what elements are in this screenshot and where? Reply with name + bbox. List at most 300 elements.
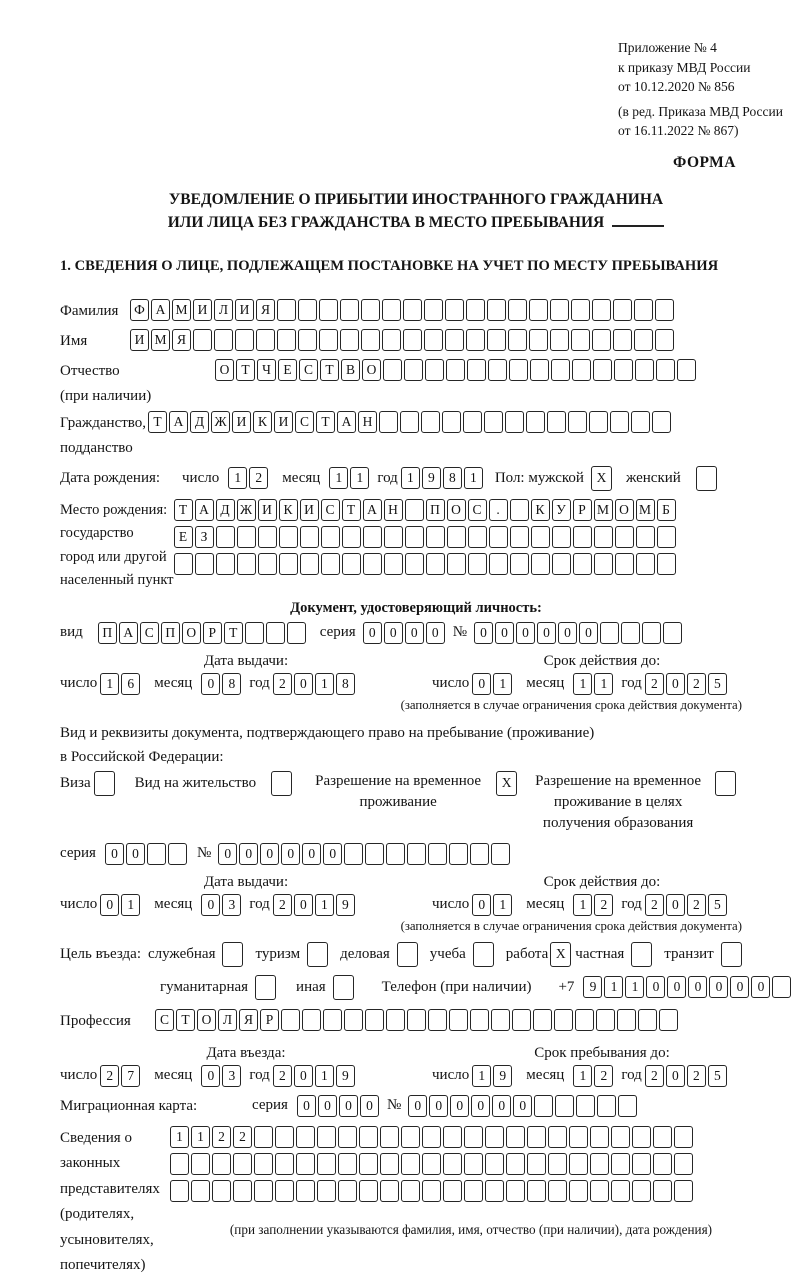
- char-cell[interactable]: [468, 526, 487, 548]
- char-cell[interactable]: [600, 622, 619, 644]
- char-cell[interactable]: [216, 553, 235, 575]
- char-cell[interactable]: [296, 1153, 315, 1175]
- char-cell[interactable]: 1: [493, 673, 512, 695]
- char-cell[interactable]: [359, 1180, 378, 1202]
- char-cell[interactable]: 1: [100, 673, 119, 695]
- char-cell[interactable]: 0: [360, 1095, 379, 1117]
- char-cell[interactable]: [590, 1153, 609, 1175]
- char-cell[interactable]: Л: [214, 299, 233, 321]
- char-cell[interactable]: [342, 553, 361, 575]
- char-cell[interactable]: 0: [426, 622, 445, 644]
- char-cell[interactable]: [655, 299, 674, 321]
- char-cell[interactable]: [382, 299, 401, 321]
- char-cell[interactable]: 9: [336, 1065, 355, 1087]
- char-cell[interactable]: [170, 1180, 189, 1202]
- checkbox-cell[interactable]: [255, 975, 276, 1000]
- char-cell[interactable]: [555, 1095, 574, 1117]
- char-cell[interactable]: Д: [190, 411, 209, 433]
- char-cell[interactable]: [256, 329, 275, 351]
- char-cell[interactable]: [505, 411, 524, 433]
- char-cell[interactable]: [550, 299, 569, 321]
- char-cell[interactable]: [382, 329, 401, 351]
- char-cell[interactable]: [443, 1153, 462, 1175]
- char-cell[interactable]: 0: [218, 843, 237, 865]
- char-cell[interactable]: [383, 359, 402, 381]
- char-cell[interactable]: С: [321, 499, 340, 521]
- char-cell[interactable]: [653, 1126, 672, 1148]
- char-cell[interactable]: 0: [474, 622, 493, 644]
- char-cell[interactable]: З: [195, 526, 214, 548]
- char-cell[interactable]: [593, 359, 612, 381]
- char-cell[interactable]: [548, 1126, 567, 1148]
- char-cell[interactable]: [277, 299, 296, 321]
- char-cell[interactable]: 0: [429, 1095, 448, 1117]
- char-cell[interactable]: [363, 526, 382, 548]
- char-cell[interactable]: 1: [315, 673, 334, 695]
- char-cell[interactable]: [508, 329, 527, 351]
- char-cell[interactable]: [653, 1153, 672, 1175]
- char-cell[interactable]: [554, 1009, 573, 1031]
- char-cell[interactable]: [195, 553, 214, 575]
- char-cell[interactable]: 7: [121, 1065, 140, 1087]
- char-cell[interactable]: Ж: [211, 411, 230, 433]
- char-cell[interactable]: [611, 1153, 630, 1175]
- char-cell[interactable]: [365, 1009, 384, 1031]
- char-cell[interactable]: 1: [401, 467, 420, 489]
- char-cell[interactable]: 1: [472, 1065, 491, 1087]
- char-cell[interactable]: [426, 526, 445, 548]
- char-cell[interactable]: Л: [218, 1009, 237, 1031]
- char-cell[interactable]: 0: [471, 1095, 490, 1117]
- char-cell[interactable]: С: [295, 411, 314, 433]
- char-cell[interactable]: [254, 1180, 273, 1202]
- checkbox-cell[interactable]: [631, 942, 652, 967]
- char-cell[interactable]: [573, 526, 592, 548]
- char-cell[interactable]: 2: [233, 1126, 252, 1148]
- char-cell[interactable]: [506, 1180, 525, 1202]
- char-cell[interactable]: [592, 329, 611, 351]
- char-cell[interactable]: Р: [573, 499, 592, 521]
- char-cell[interactable]: [548, 1153, 567, 1175]
- char-cell[interactable]: П: [426, 499, 445, 521]
- char-cell[interactable]: [569, 1153, 588, 1175]
- char-cell[interactable]: [632, 1153, 651, 1175]
- char-cell[interactable]: [365, 843, 384, 865]
- char-cell[interactable]: Я: [172, 329, 191, 351]
- char-cell[interactable]: .: [489, 499, 508, 521]
- char-cell[interactable]: 1: [573, 894, 592, 916]
- char-cell[interactable]: [638, 1009, 657, 1031]
- char-cell[interactable]: [464, 1126, 483, 1148]
- char-cell[interactable]: [610, 411, 629, 433]
- char-cell[interactable]: [652, 411, 671, 433]
- char-cell[interactable]: [300, 553, 319, 575]
- char-cell[interactable]: [403, 299, 422, 321]
- char-cell[interactable]: П: [161, 622, 180, 644]
- char-cell[interactable]: [380, 1180, 399, 1202]
- char-cell[interactable]: 2: [645, 894, 664, 916]
- char-cell[interactable]: [254, 1153, 273, 1175]
- char-cell[interactable]: [422, 1126, 441, 1148]
- char-cell[interactable]: [551, 359, 570, 381]
- checkbox-cell[interactable]: [696, 466, 717, 491]
- char-cell[interactable]: [590, 1126, 609, 1148]
- char-cell[interactable]: [573, 553, 592, 575]
- char-cell[interactable]: [468, 553, 487, 575]
- char-cell[interactable]: 0: [667, 976, 686, 998]
- char-cell[interactable]: [380, 1126, 399, 1148]
- char-cell[interactable]: 1: [594, 673, 613, 695]
- char-cell[interactable]: [632, 1180, 651, 1202]
- char-cell[interactable]: [642, 622, 661, 644]
- char-cell[interactable]: [611, 1126, 630, 1148]
- char-cell[interactable]: [772, 976, 791, 998]
- char-cell[interactable]: Т: [342, 499, 361, 521]
- char-cell[interactable]: 0: [730, 976, 749, 998]
- char-cell[interactable]: [254, 1126, 273, 1148]
- char-cell[interactable]: А: [337, 411, 356, 433]
- char-cell[interactable]: Т: [316, 411, 335, 433]
- char-cell[interactable]: А: [151, 299, 170, 321]
- char-cell[interactable]: [485, 1180, 504, 1202]
- char-cell[interactable]: [359, 1126, 378, 1148]
- char-cell[interactable]: [340, 299, 359, 321]
- char-cell[interactable]: [443, 1126, 462, 1148]
- char-cell[interactable]: [170, 1153, 189, 1175]
- char-cell[interactable]: 0: [302, 843, 321, 865]
- char-cell[interactable]: [631, 411, 650, 433]
- char-cell[interactable]: 1: [329, 467, 348, 489]
- checkbox-cell[interactable]: [333, 975, 354, 1000]
- char-cell[interactable]: 0: [646, 976, 665, 998]
- char-cell[interactable]: А: [363, 499, 382, 521]
- char-cell[interactable]: 6: [121, 673, 140, 695]
- char-cell[interactable]: [342, 526, 361, 548]
- char-cell[interactable]: [592, 299, 611, 321]
- char-cell[interactable]: И: [300, 499, 319, 521]
- char-cell[interactable]: У: [552, 499, 571, 521]
- char-cell[interactable]: [216, 526, 235, 548]
- char-cell[interactable]: [407, 1009, 426, 1031]
- char-cell[interactable]: 8: [336, 673, 355, 695]
- char-cell[interactable]: [445, 299, 464, 321]
- char-cell[interactable]: 1: [573, 1065, 592, 1087]
- char-cell[interactable]: [491, 1009, 510, 1031]
- char-cell[interactable]: 2: [645, 673, 664, 695]
- char-cell[interactable]: [400, 411, 419, 433]
- char-cell[interactable]: [657, 553, 676, 575]
- char-cell[interactable]: 2: [594, 894, 613, 916]
- char-cell[interactable]: [212, 1153, 231, 1175]
- char-cell[interactable]: [447, 526, 466, 548]
- char-cell[interactable]: [323, 1009, 342, 1031]
- char-cell[interactable]: [464, 1153, 483, 1175]
- checkbox-cell[interactable]: [721, 942, 742, 967]
- char-cell[interactable]: 8: [222, 673, 241, 695]
- char-cell[interactable]: [317, 1180, 336, 1202]
- char-cell[interactable]: [569, 1126, 588, 1148]
- char-cell[interactable]: [636, 526, 655, 548]
- char-cell[interactable]: [529, 329, 548, 351]
- char-cell[interactable]: [530, 359, 549, 381]
- char-cell[interactable]: [237, 553, 256, 575]
- char-cell[interactable]: [386, 1009, 405, 1031]
- char-cell[interactable]: [615, 553, 634, 575]
- char-cell[interactable]: [319, 299, 338, 321]
- char-cell[interactable]: 0: [100, 894, 119, 916]
- char-cell[interactable]: Р: [260, 1009, 279, 1031]
- char-cell[interactable]: [467, 359, 486, 381]
- char-cell[interactable]: Ж: [237, 499, 256, 521]
- char-cell[interactable]: 0: [472, 673, 491, 695]
- char-cell[interactable]: 2: [273, 894, 292, 916]
- char-cell[interactable]: М: [151, 329, 170, 351]
- char-cell[interactable]: [317, 1153, 336, 1175]
- char-cell[interactable]: [361, 329, 380, 351]
- char-cell[interactable]: 0: [666, 1065, 685, 1087]
- char-cell[interactable]: [510, 553, 529, 575]
- char-cell[interactable]: Т: [174, 499, 193, 521]
- char-cell[interactable]: [487, 329, 506, 351]
- char-cell[interactable]: [168, 843, 187, 865]
- char-cell[interactable]: [548, 1180, 567, 1202]
- char-cell[interactable]: В: [341, 359, 360, 381]
- char-cell[interactable]: И: [232, 411, 251, 433]
- char-cell[interactable]: [568, 411, 587, 433]
- char-cell[interactable]: [403, 329, 422, 351]
- char-cell[interactable]: Е: [174, 526, 193, 548]
- char-cell[interactable]: 9: [422, 467, 441, 489]
- char-cell[interactable]: [634, 329, 653, 351]
- char-cell[interactable]: Т: [320, 359, 339, 381]
- char-cell[interactable]: [491, 843, 510, 865]
- char-cell[interactable]: 2: [687, 673, 706, 695]
- char-cell[interactable]: [300, 526, 319, 548]
- char-cell[interactable]: 1: [493, 894, 512, 916]
- char-cell[interactable]: 1: [464, 467, 483, 489]
- char-cell[interactable]: [590, 1180, 609, 1202]
- char-cell[interactable]: [212, 1180, 231, 1202]
- char-cell[interactable]: 2: [273, 1065, 292, 1087]
- char-cell[interactable]: [363, 553, 382, 575]
- char-cell[interactable]: 2: [273, 673, 292, 695]
- char-cell[interactable]: [653, 1180, 672, 1202]
- char-cell[interactable]: [245, 622, 264, 644]
- char-cell[interactable]: [510, 526, 529, 548]
- char-cell[interactable]: [359, 1153, 378, 1175]
- char-cell[interactable]: О: [197, 1009, 216, 1031]
- char-cell[interactable]: 1: [121, 894, 140, 916]
- char-cell[interactable]: [344, 1009, 363, 1031]
- char-cell[interactable]: [615, 526, 634, 548]
- char-cell[interactable]: [321, 526, 340, 548]
- char-cell[interactable]: [533, 1009, 552, 1031]
- char-cell[interactable]: 0: [281, 843, 300, 865]
- char-cell[interactable]: С: [299, 359, 318, 381]
- char-cell[interactable]: [449, 843, 468, 865]
- char-cell[interactable]: [529, 299, 548, 321]
- char-cell[interactable]: [401, 1126, 420, 1148]
- checkbox-cell[interactable]: [94, 771, 115, 796]
- char-cell[interactable]: 0: [751, 976, 770, 998]
- char-cell[interactable]: [443, 1180, 462, 1202]
- char-cell[interactable]: [470, 843, 489, 865]
- char-cell[interactable]: 0: [294, 894, 313, 916]
- char-cell[interactable]: [279, 553, 298, 575]
- char-cell[interactable]: 2: [100, 1065, 119, 1087]
- char-cell[interactable]: С: [140, 622, 159, 644]
- checkbox-cell[interactable]: X: [496, 771, 517, 796]
- char-cell[interactable]: [275, 1126, 294, 1148]
- char-cell[interactable]: 3: [222, 894, 241, 916]
- char-cell[interactable]: 0: [105, 843, 124, 865]
- char-cell[interactable]: [489, 553, 508, 575]
- char-cell[interactable]: [659, 1009, 678, 1031]
- char-cell[interactable]: О: [182, 622, 201, 644]
- checkbox-cell[interactable]: [397, 942, 418, 967]
- char-cell[interactable]: 9: [583, 976, 602, 998]
- char-cell[interactable]: 0: [339, 1095, 358, 1117]
- char-cell[interactable]: [674, 1180, 693, 1202]
- char-cell[interactable]: [193, 329, 212, 351]
- char-cell[interactable]: 0: [363, 622, 382, 644]
- char-cell[interactable]: [344, 843, 363, 865]
- char-cell[interactable]: [421, 411, 440, 433]
- char-cell[interactable]: 1: [625, 976, 644, 998]
- char-cell[interactable]: 1: [573, 673, 592, 695]
- checkbox-cell[interactable]: [307, 942, 328, 967]
- char-cell[interactable]: [266, 622, 285, 644]
- checkbox-cell[interactable]: X: [591, 466, 612, 491]
- char-cell[interactable]: 0: [666, 673, 685, 695]
- char-cell[interactable]: Н: [358, 411, 377, 433]
- char-cell[interactable]: Я: [239, 1009, 258, 1031]
- char-cell[interactable]: [663, 622, 682, 644]
- char-cell[interactable]: [632, 1126, 651, 1148]
- char-cell[interactable]: И: [258, 499, 277, 521]
- char-cell[interactable]: А: [195, 499, 214, 521]
- char-cell[interactable]: [571, 329, 590, 351]
- char-cell[interactable]: [464, 1180, 483, 1202]
- char-cell[interactable]: [317, 1126, 336, 1148]
- char-cell[interactable]: Н: [384, 499, 403, 521]
- char-cell[interactable]: [379, 411, 398, 433]
- char-cell[interactable]: [466, 299, 485, 321]
- char-cell[interactable]: [489, 526, 508, 548]
- char-cell[interactable]: [656, 359, 675, 381]
- char-cell[interactable]: 0: [201, 673, 220, 695]
- char-cell[interactable]: [531, 553, 550, 575]
- char-cell[interactable]: [338, 1180, 357, 1202]
- char-cell[interactable]: [509, 359, 528, 381]
- char-cell[interactable]: [527, 1126, 546, 1148]
- char-cell[interactable]: [677, 359, 696, 381]
- char-cell[interactable]: [338, 1153, 357, 1175]
- char-cell[interactable]: Я: [256, 299, 275, 321]
- char-cell[interactable]: [531, 526, 550, 548]
- char-cell[interactable]: [552, 553, 571, 575]
- char-cell[interactable]: 0: [492, 1095, 511, 1117]
- char-cell[interactable]: 8: [443, 467, 462, 489]
- char-cell[interactable]: 0: [558, 622, 577, 644]
- char-cell[interactable]: М: [594, 499, 613, 521]
- char-cell[interactable]: [576, 1095, 595, 1117]
- char-cell[interactable]: [657, 526, 676, 548]
- char-cell[interactable]: И: [193, 299, 212, 321]
- char-cell[interactable]: 0: [318, 1095, 337, 1117]
- char-cell[interactable]: [424, 299, 443, 321]
- char-cell[interactable]: 0: [666, 894, 685, 916]
- char-cell[interactable]: [575, 1009, 594, 1031]
- checkbox-cell[interactable]: [271, 771, 292, 796]
- char-cell[interactable]: 0: [297, 1095, 316, 1117]
- char-cell[interactable]: [636, 553, 655, 575]
- char-cell[interactable]: 1: [191, 1126, 210, 1148]
- char-cell[interactable]: [508, 299, 527, 321]
- char-cell[interactable]: 1: [315, 1065, 334, 1087]
- char-cell[interactable]: [611, 1180, 630, 1202]
- char-cell[interactable]: Д: [216, 499, 235, 521]
- char-cell[interactable]: [613, 329, 632, 351]
- char-cell[interactable]: 2: [687, 1065, 706, 1087]
- char-cell[interactable]: [655, 329, 674, 351]
- char-cell[interactable]: О: [362, 359, 381, 381]
- char-cell[interactable]: [426, 553, 445, 575]
- char-cell[interactable]: Т: [224, 622, 243, 644]
- char-cell[interactable]: С: [468, 499, 487, 521]
- char-cell[interactable]: [485, 1153, 504, 1175]
- char-cell[interactable]: [488, 359, 507, 381]
- char-cell[interactable]: 0: [239, 843, 258, 865]
- char-cell[interactable]: [361, 299, 380, 321]
- char-cell[interactable]: Ч: [257, 359, 276, 381]
- char-cell[interactable]: [550, 329, 569, 351]
- char-cell[interactable]: Т: [236, 359, 255, 381]
- char-cell[interactable]: [527, 1153, 546, 1175]
- char-cell[interactable]: Б: [657, 499, 676, 521]
- char-cell[interactable]: [428, 1009, 447, 1031]
- char-cell[interactable]: [527, 1180, 546, 1202]
- char-cell[interactable]: [405, 553, 424, 575]
- char-cell[interactable]: [275, 1180, 294, 1202]
- char-cell[interactable]: 0: [579, 622, 598, 644]
- char-cell[interactable]: [445, 329, 464, 351]
- char-cell[interactable]: [191, 1153, 210, 1175]
- char-cell[interactable]: 0: [537, 622, 556, 644]
- char-cell[interactable]: 0: [688, 976, 707, 998]
- char-cell[interactable]: [321, 553, 340, 575]
- char-cell[interactable]: 1: [604, 976, 623, 998]
- char-cell[interactable]: [424, 329, 443, 351]
- char-cell[interactable]: [442, 411, 461, 433]
- char-cell[interactable]: [547, 411, 566, 433]
- char-cell[interactable]: [613, 299, 632, 321]
- char-cell[interactable]: [526, 411, 545, 433]
- char-cell[interactable]: [571, 299, 590, 321]
- char-cell[interactable]: [552, 526, 571, 548]
- char-cell[interactable]: [510, 499, 529, 521]
- char-cell[interactable]: М: [172, 299, 191, 321]
- char-cell[interactable]: 2: [249, 467, 268, 489]
- char-cell[interactable]: 0: [384, 622, 403, 644]
- char-cell[interactable]: [621, 622, 640, 644]
- char-cell[interactable]: [470, 1009, 489, 1031]
- char-cell[interactable]: [534, 1095, 553, 1117]
- char-cell[interactable]: 0: [516, 622, 535, 644]
- char-cell[interactable]: [407, 843, 426, 865]
- char-cell[interactable]: [380, 1153, 399, 1175]
- char-cell[interactable]: 0: [323, 843, 342, 865]
